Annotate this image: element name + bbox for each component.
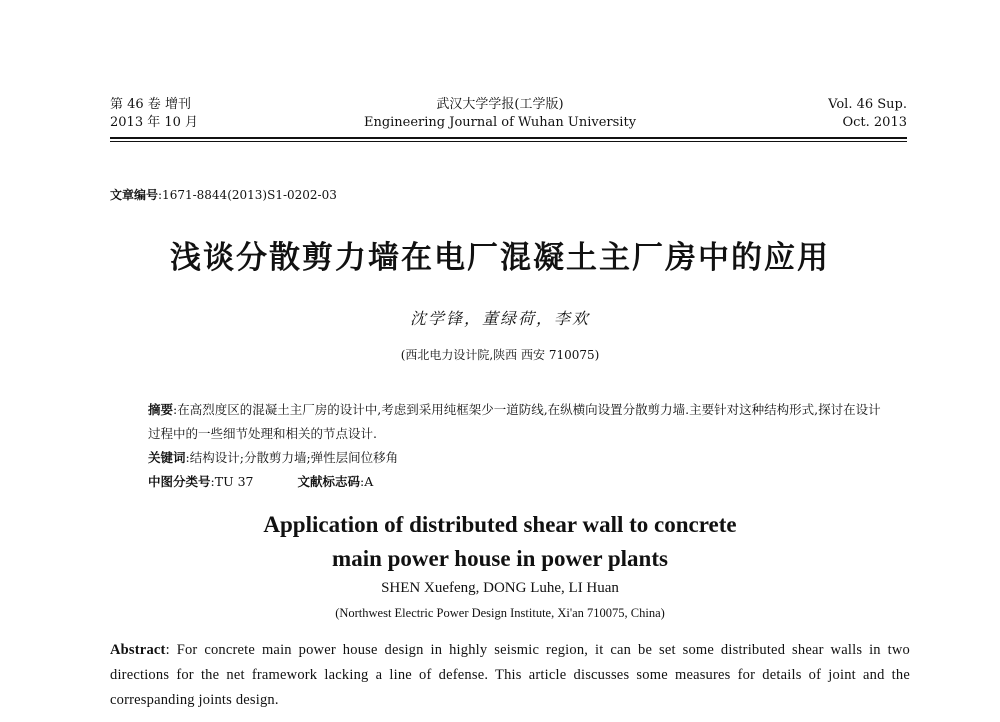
paper-title-en-line1: Application of distributed shear wall to concrete (263, 512, 737, 537)
abstract-cn-label: 摘要 (148, 402, 174, 417)
volume-issue-cn: 第 46 卷 增刊 (110, 97, 191, 112)
header-rule-thin (110, 141, 907, 142)
authors-en: SHEN Xuefeng, DONG Luhe, LI Huan (381, 580, 619, 596)
abstract-en-label: Abstract (110, 642, 166, 658)
keywords-cn-text: :结构设计;分散剪力墙;弹性层间位移角 (185, 450, 399, 465)
journal-volume-info-en (828, 96, 907, 132)
keywords-cn (148, 448, 398, 466)
volume-issue-en: Vol. 46 Sup. (828, 97, 907, 112)
keywords-cn-label: 关键词 (148, 450, 186, 465)
classification-cn (148, 472, 373, 490)
paper-title-en (0, 508, 1000, 576)
journal-name-cn: 武汉大学学报(工学版) (436, 97, 564, 112)
article-number (110, 186, 337, 203)
clc-value: :TU 37 (210, 474, 254, 489)
article-number-label: 文章编号 (110, 188, 159, 202)
authors-cn: 沈学锋，董绿荷，李欢 (409, 309, 590, 328)
journal-name-en: Engineering Journal of Wuhan University (363, 115, 637, 130)
paper-title-cn: 浅谈分散剪力墙在电厂混凝土主厂房中的应用 (170, 240, 830, 276)
header-rule-thick (110, 137, 907, 139)
abstract-cn-text: :在高烈度区的混凝土主厂房的设计中,考虑到采用纯框架少一道防线,在纵横向设置分散剪力墙.主要针对这种结构形式,探讨在设计过程中的一些细节处理和相关的节点设计. (148, 402, 881, 441)
abstract-en-text: : For concrete main power house design in highly seismic region, it can be set some distributed shear walls in two directions for the net framework lacking a line of defense. This article discusses some measures for details of joint and the correspanding joints design. (110, 642, 910, 708)
date-en: Oct. 2013 (842, 115, 907, 130)
abstract-cn (148, 398, 888, 446)
affiliation-cn: (西北电力设计院,陕西 西安 710075) (400, 348, 600, 362)
paper-title-en-line2: main power house in power plants (332, 546, 668, 571)
doc-code-label: 文献标志码 (297, 474, 360, 489)
date-cn: 2013 年 10 月 (110, 115, 199, 130)
abstract-en (110, 638, 910, 713)
doc-code-value: :A (360, 474, 374, 489)
article-number-value: :1671-8844(2013)S1-0202-03 (158, 188, 337, 202)
affiliation-en: (Northwest Electric Power Design Institute, Xi'an 710075, China) (335, 606, 665, 620)
clc-label: 中图分类号 (148, 474, 211, 489)
